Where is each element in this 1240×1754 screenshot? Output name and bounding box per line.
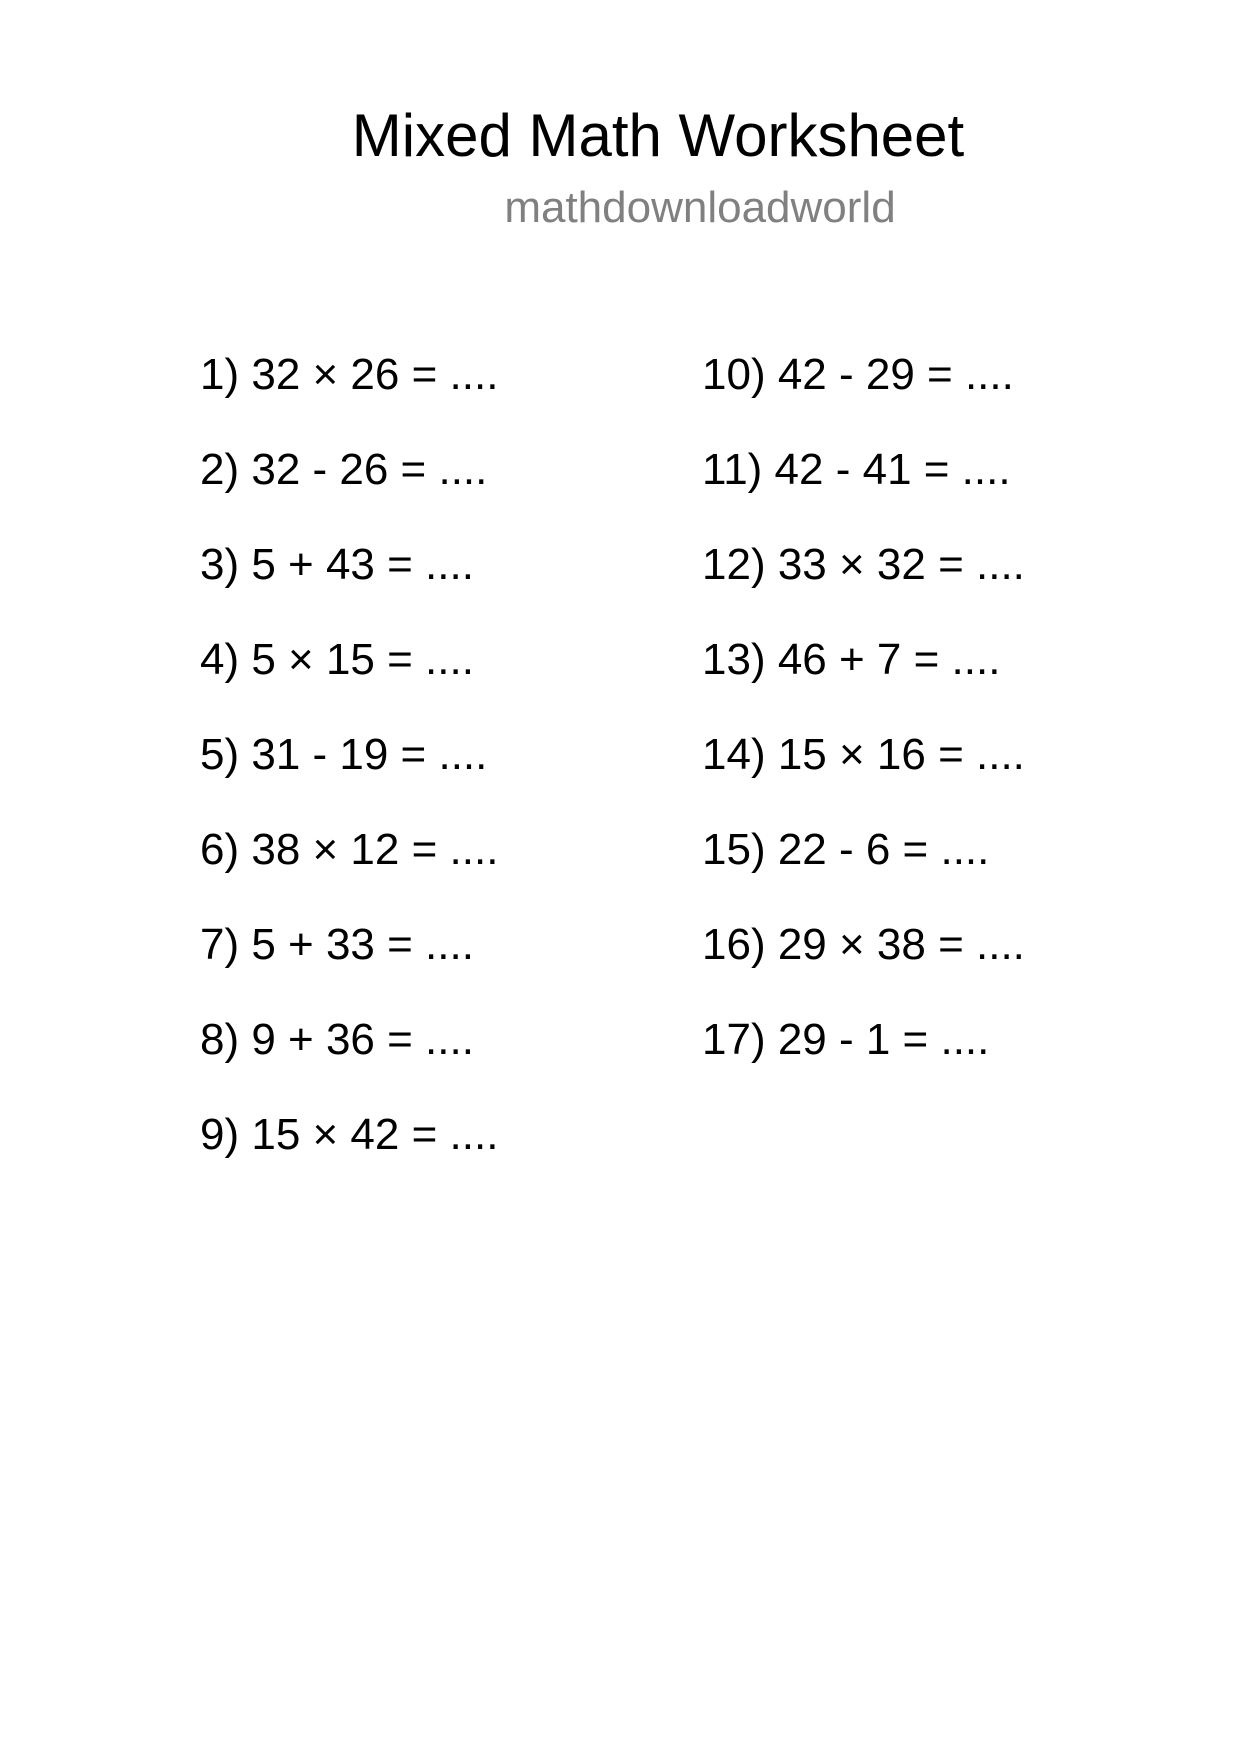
- problem-8: 8) 9 + 36 = ....: [200, 1015, 474, 1064]
- problem-2: 2) 32 - 26 = ....: [200, 445, 488, 494]
- problem-4: 4) 5 × 15 = ....: [200, 635, 474, 684]
- problem-5: 5) 31 - 19 = ....: [200, 730, 488, 779]
- problem-6: 6) 38 × 12 = ....: [200, 825, 499, 874]
- problem-12: 12) 33 × 32 = ....: [702, 540, 1025, 589]
- problem-1: 1) 32 × 26 = ....: [200, 350, 499, 399]
- problem-16: 16) 29 × 38 = ....: [702, 920, 1025, 969]
- problem-9: 9) 15 × 42 = ....: [200, 1110, 499, 1159]
- problem-11: 11) 42 - 41 = ....: [702, 445, 1011, 494]
- problem-13: 13) 46 + 7 = ....: [702, 635, 1001, 684]
- problem-list-left: [200, 345, 498, 1200]
- problem-14: 14) 15 × 16 = ....: [702, 730, 1025, 779]
- problem-list-right: [702, 345, 1025, 1105]
- problem-10: 10) 42 - 29 = ....: [702, 350, 1014, 399]
- problem-7: 7) 5 + 33 = ....: [200, 920, 474, 969]
- problem-17: 17) 29 - 1 = ....: [702, 1015, 990, 1064]
- page-subtitle: mathdownloadworld: [504, 183, 896, 232]
- problem-3: 3) 5 + 43 = ....: [200, 540, 474, 589]
- problem-15: 15) 22 - 6 = ....: [702, 825, 990, 874]
- page-title: Mixed Math Worksheet: [351, 102, 965, 169]
